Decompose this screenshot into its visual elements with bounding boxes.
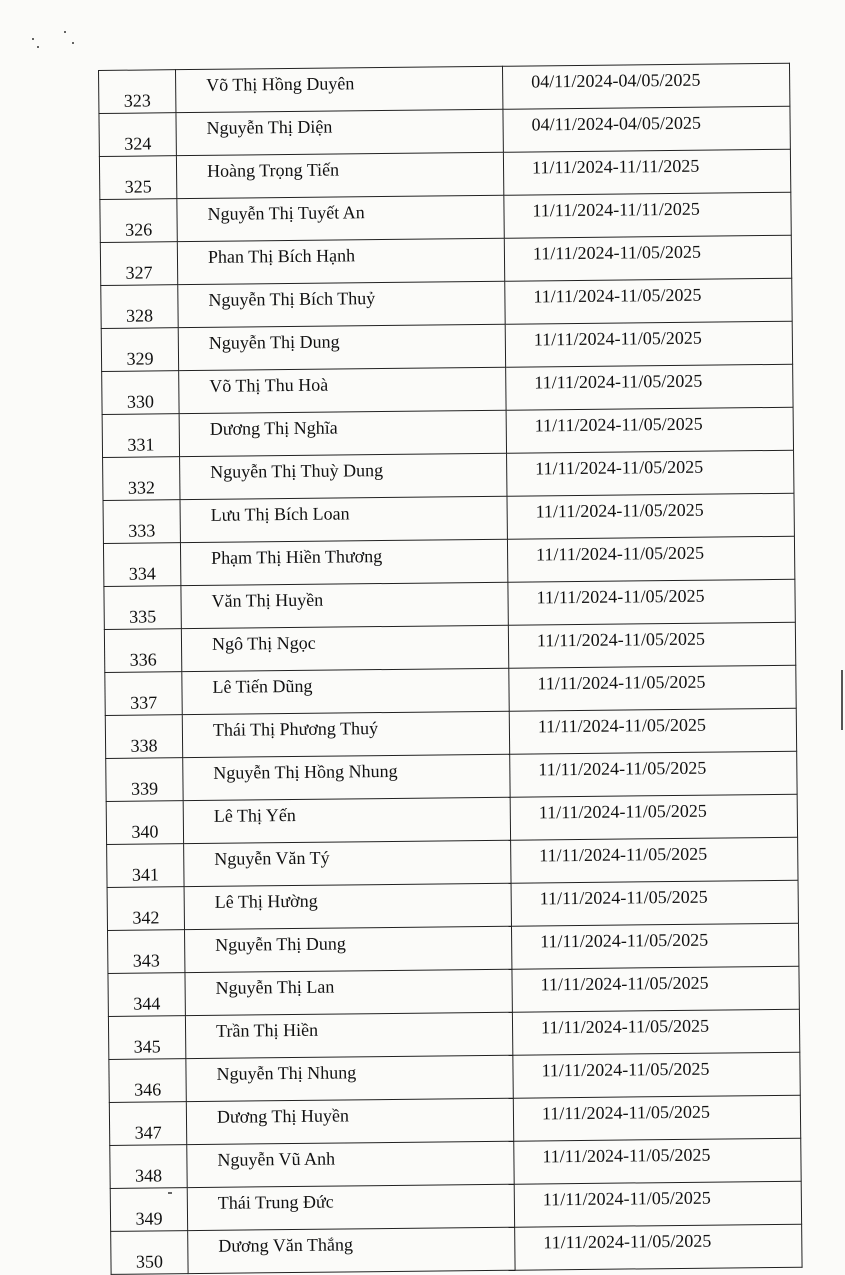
date-range: 11/11/2024-11/05/2025 xyxy=(506,407,793,453)
row-number: 341 xyxy=(107,844,184,888)
table-row xyxy=(105,708,796,758)
person-name: Dương Văn Thắng xyxy=(188,1227,515,1273)
person-name: Hoàng Trọng Tiến xyxy=(176,152,503,198)
date-range: 11/11/2024-11/05/2025 xyxy=(512,966,799,1012)
table-row xyxy=(103,450,794,500)
roster-table-wrapper xyxy=(98,63,803,1275)
date-range: 11/11/2024-11/05/2025 xyxy=(515,1224,802,1270)
table-row xyxy=(99,106,790,156)
person-name: Lê Tiến Dũng xyxy=(182,668,509,714)
date-range: 11/11/2024-11/11/2025 xyxy=(504,192,791,238)
person-name: Nguyễn Thị Bích Thuỷ xyxy=(178,281,505,327)
table-row xyxy=(101,278,792,328)
date-range: 11/11/2024-11/05/2025 xyxy=(513,1052,800,1098)
person-name: Nguyễn Thị Dung xyxy=(185,926,512,972)
table-row xyxy=(109,1095,800,1145)
person-name: Nguyễn Thị Hồng Nhung xyxy=(183,754,510,800)
date-range: 11/11/2024-11/05/2025 xyxy=(514,1181,801,1227)
table-row xyxy=(109,1052,800,1102)
scan-edge-mark xyxy=(841,670,843,730)
table-row xyxy=(103,536,794,586)
person-name: Phan Thị Bích Hạnh xyxy=(177,238,504,284)
person-name: Nguyễn Thị Lan xyxy=(185,969,512,1015)
row-number: 333 xyxy=(103,500,180,544)
row-number: 339 xyxy=(106,758,183,802)
table-row xyxy=(101,321,792,371)
person-name: Nguyễn Thị Nhung xyxy=(186,1055,513,1101)
table-row xyxy=(104,622,795,672)
row-number: 346 xyxy=(109,1059,186,1103)
row-number: 343 xyxy=(108,930,185,974)
date-range: 11/11/2024-11/05/2025 xyxy=(511,880,798,926)
table-row xyxy=(108,1009,799,1059)
person-name: Dương Thị Nghĩa xyxy=(179,410,506,456)
person-name: Văn Thị Huyền xyxy=(181,582,508,628)
row-number: 332 xyxy=(103,457,180,501)
table-row xyxy=(104,579,795,629)
person-name: Phạm Thị Hiền Thương xyxy=(180,539,507,585)
date-range: 11/11/2024-11/05/2025 xyxy=(512,1009,799,1055)
date-range: 11/11/2024-11/05/2025 xyxy=(504,235,791,281)
date-range: 11/11/2024-11/05/2025 xyxy=(506,364,793,410)
person-name: Trần Thị Hiền xyxy=(185,1012,512,1058)
table-row xyxy=(108,966,799,1016)
date-range: 11/11/2024-11/05/2025 xyxy=(508,622,795,668)
row-number: 325 xyxy=(99,156,176,200)
row-number: 340 xyxy=(106,801,183,845)
person-name: Thái Trung Đức xyxy=(187,1184,514,1230)
person-name: Dương Thị Huyền xyxy=(186,1098,513,1144)
table-row xyxy=(110,1181,801,1231)
roster-table-body xyxy=(99,63,803,1274)
row-number: 342 xyxy=(107,887,184,931)
table-row xyxy=(99,63,790,113)
person-name: Nguyễn Văn Tý xyxy=(184,840,511,886)
row-number: 334 xyxy=(103,543,180,587)
person-name: Võ Thị Hồng Duyên xyxy=(176,66,503,112)
scan-bottom-mark xyxy=(168,1192,172,1194)
person-name: Lưu Thị Bích Loan xyxy=(180,496,507,542)
date-range: 11/11/2024-11/05/2025 xyxy=(509,708,796,754)
row-number: 331 xyxy=(102,414,179,458)
row-number: 326 xyxy=(100,199,177,243)
date-range: 11/11/2024-11/05/2025 xyxy=(507,450,794,496)
table-row xyxy=(100,235,791,285)
person-name: Ngô Thị Ngọc xyxy=(181,625,508,671)
table-row xyxy=(102,407,793,457)
person-name: Nguyễn Thị Thuỳ Dung xyxy=(180,453,507,499)
row-number: 345 xyxy=(108,1016,185,1060)
person-name: Võ Thị Thu Hoà xyxy=(179,367,506,413)
date-range: 11/11/2024-11/05/2025 xyxy=(505,278,792,324)
row-number: 347 xyxy=(109,1102,186,1146)
table-row xyxy=(108,923,799,973)
table-row xyxy=(103,493,794,543)
row-number: 348 xyxy=(110,1145,187,1189)
table-row xyxy=(106,794,797,844)
date-range: 11/11/2024-11/05/2025 xyxy=(507,536,794,582)
table-row xyxy=(111,1224,802,1274)
row-number: 349 xyxy=(110,1188,187,1232)
person-name: Nguyễn Thị Diện xyxy=(176,109,503,155)
row-number: 323 xyxy=(99,70,176,114)
row-number: 330 xyxy=(102,371,179,415)
date-range: 11/11/2024-11/05/2025 xyxy=(507,493,794,539)
row-number: 338 xyxy=(105,715,182,759)
row-number: 324 xyxy=(99,113,176,157)
row-number: 337 xyxy=(105,672,182,716)
date-range: 11/11/2024-11/05/2025 xyxy=(510,794,797,840)
person-name: Nguyễn Vũ Anh xyxy=(187,1141,514,1187)
row-number: 344 xyxy=(108,973,185,1017)
date-range: 11/11/2024-11/05/2025 xyxy=(514,1138,801,1184)
table-row xyxy=(99,149,790,199)
row-number: 328 xyxy=(101,285,178,329)
date-range: 11/11/2024-11/05/2025 xyxy=(513,1095,800,1141)
row-number: 336 xyxy=(104,629,181,673)
table-row xyxy=(100,192,791,242)
person-name: Lê Thị Hường xyxy=(184,883,511,929)
scan-specks xyxy=(28,28,88,58)
date-range: 11/11/2024-11/11/2025 xyxy=(503,149,790,195)
date-range: 04/11/2024-04/05/2025 xyxy=(503,106,790,152)
table-row xyxy=(107,880,798,930)
date-range: 04/11/2024-04/05/2025 xyxy=(502,63,789,109)
table-row xyxy=(105,665,796,715)
row-number: 329 xyxy=(101,328,178,372)
date-range: 11/11/2024-11/05/2025 xyxy=(508,579,795,625)
row-number: 335 xyxy=(104,586,181,630)
row-number: 327 xyxy=(100,242,177,286)
date-range: 11/11/2024-11/05/2025 xyxy=(510,751,797,797)
person-name: Lê Thị Yến xyxy=(183,797,510,843)
table-row xyxy=(102,364,793,414)
table-row xyxy=(107,837,798,887)
person-name: Thái Thị Phương Thuý xyxy=(182,711,509,757)
person-name: Nguyễn Thị Tuyết An xyxy=(177,195,504,241)
roster-table xyxy=(98,63,803,1275)
date-range: 11/11/2024-11/05/2025 xyxy=(511,837,798,883)
row-number: 350 xyxy=(111,1231,188,1275)
date-range: 11/11/2024-11/05/2025 xyxy=(505,321,792,367)
date-range: 11/11/2024-11/05/2025 xyxy=(509,665,796,711)
person-name: Nguyễn Thị Dung xyxy=(178,324,505,370)
table-row xyxy=(106,751,797,801)
table-row xyxy=(110,1138,801,1188)
date-range: 11/11/2024-11/05/2025 xyxy=(511,923,798,969)
